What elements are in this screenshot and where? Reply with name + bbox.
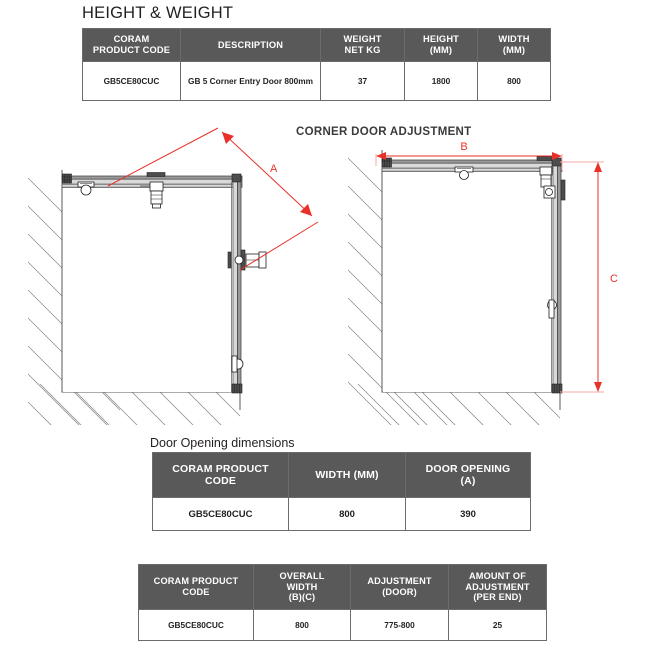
cell-overall-width: 800 xyxy=(254,610,351,641)
dimension-label-c: C xyxy=(610,273,618,285)
cell-width: 800 xyxy=(478,62,551,101)
header-line: CODE xyxy=(182,587,210,597)
header-line: NET KG xyxy=(344,45,381,55)
diagram-title: CORNER DOOR ADJUSTMENT xyxy=(296,126,472,138)
cell-product-code: GB5CE80CUC xyxy=(83,62,181,101)
bottom-bracket-right xyxy=(232,384,242,393)
header-line: CORAM xyxy=(113,34,150,45)
header-line: (MM) xyxy=(429,45,453,55)
left-elevation-drawing xyxy=(10,128,328,430)
header-line: CORAM PRODUCT xyxy=(153,576,239,587)
header-line: WIDTH xyxy=(498,34,530,45)
header-line: (PER END) xyxy=(473,592,522,603)
wall-bracket-left xyxy=(383,158,392,167)
table-row xyxy=(83,62,551,101)
col-header-adjustment-door xyxy=(351,565,449,610)
cell-description: GB 5 Corner Entry Door 800mm xyxy=(181,62,321,101)
col-header-product-code xyxy=(139,565,254,610)
header-line: ADJUSTMENT xyxy=(367,576,432,587)
header-line: DESCRIPTION xyxy=(217,39,284,50)
door-opening-dimensions-table xyxy=(152,452,531,531)
header-line: (MM) xyxy=(502,45,526,55)
col-header-door-opening xyxy=(406,453,531,498)
header-line: WIDTH (MM) xyxy=(315,468,379,481)
header-line: WIDTH xyxy=(286,581,318,592)
col-header-width xyxy=(478,29,551,62)
cell-product-code: GB5CE80CUC xyxy=(153,498,289,531)
glass-panel xyxy=(383,166,559,392)
cell-weight: 37 xyxy=(321,62,405,101)
dimension-label-b: B xyxy=(460,141,468,153)
header-line: (A) xyxy=(460,475,476,487)
header-line: (B)(C) xyxy=(288,592,316,603)
header-line: WEIGHT xyxy=(343,34,382,45)
col-header-description xyxy=(181,29,321,62)
col-header-amount-of-adjustment xyxy=(449,565,547,610)
section-title-door-opening: Door Opening dimensions xyxy=(150,436,295,450)
col-header-product-code xyxy=(83,29,181,62)
header-line: (DOOR) xyxy=(382,587,417,597)
header-line: CODE xyxy=(205,475,236,487)
header-line: PRODUCT CODE xyxy=(92,45,171,55)
table-row xyxy=(153,498,531,531)
dimension-c xyxy=(560,162,618,392)
right-elevation-drawing xyxy=(330,140,646,430)
table-header-row xyxy=(83,29,551,62)
cell-door-opening: 390 xyxy=(406,498,531,531)
col-header-height xyxy=(405,29,478,62)
header-line: DOOR OPENING xyxy=(425,462,511,475)
header-line: AMOUNT OF xyxy=(469,571,526,582)
col-header-weight xyxy=(321,29,405,62)
cell-adjustment-door: 775-800 xyxy=(351,610,449,641)
dimension-label-a: A xyxy=(270,163,278,175)
height-and-weight-table xyxy=(82,28,551,101)
table-header-row xyxy=(153,453,531,498)
header-line: CORAM PRODUCT xyxy=(172,462,269,475)
adjustment-table xyxy=(138,564,547,641)
cell-width: 800 xyxy=(289,498,406,531)
col-header-width xyxy=(289,453,406,498)
col-header-product-code xyxy=(153,453,289,498)
table-header-row xyxy=(139,565,547,610)
wall-bracket-left xyxy=(63,174,72,183)
cell-amount-of-adjustment: 25 xyxy=(449,610,547,641)
glass-panel xyxy=(63,182,239,392)
header-line: OVERALL xyxy=(279,571,325,582)
cell-product-code: GB5CE80CUC xyxy=(139,610,254,641)
header-line: ADJUSTMENT xyxy=(465,581,530,592)
table-row xyxy=(139,610,547,641)
drawings-area xyxy=(0,110,650,430)
page-title: HEIGHT & WEIGHT xyxy=(82,4,234,22)
header-line: HEIGHT xyxy=(422,34,460,45)
col-header-overall-width xyxy=(254,565,351,610)
cell-height: 1800 xyxy=(405,62,478,101)
